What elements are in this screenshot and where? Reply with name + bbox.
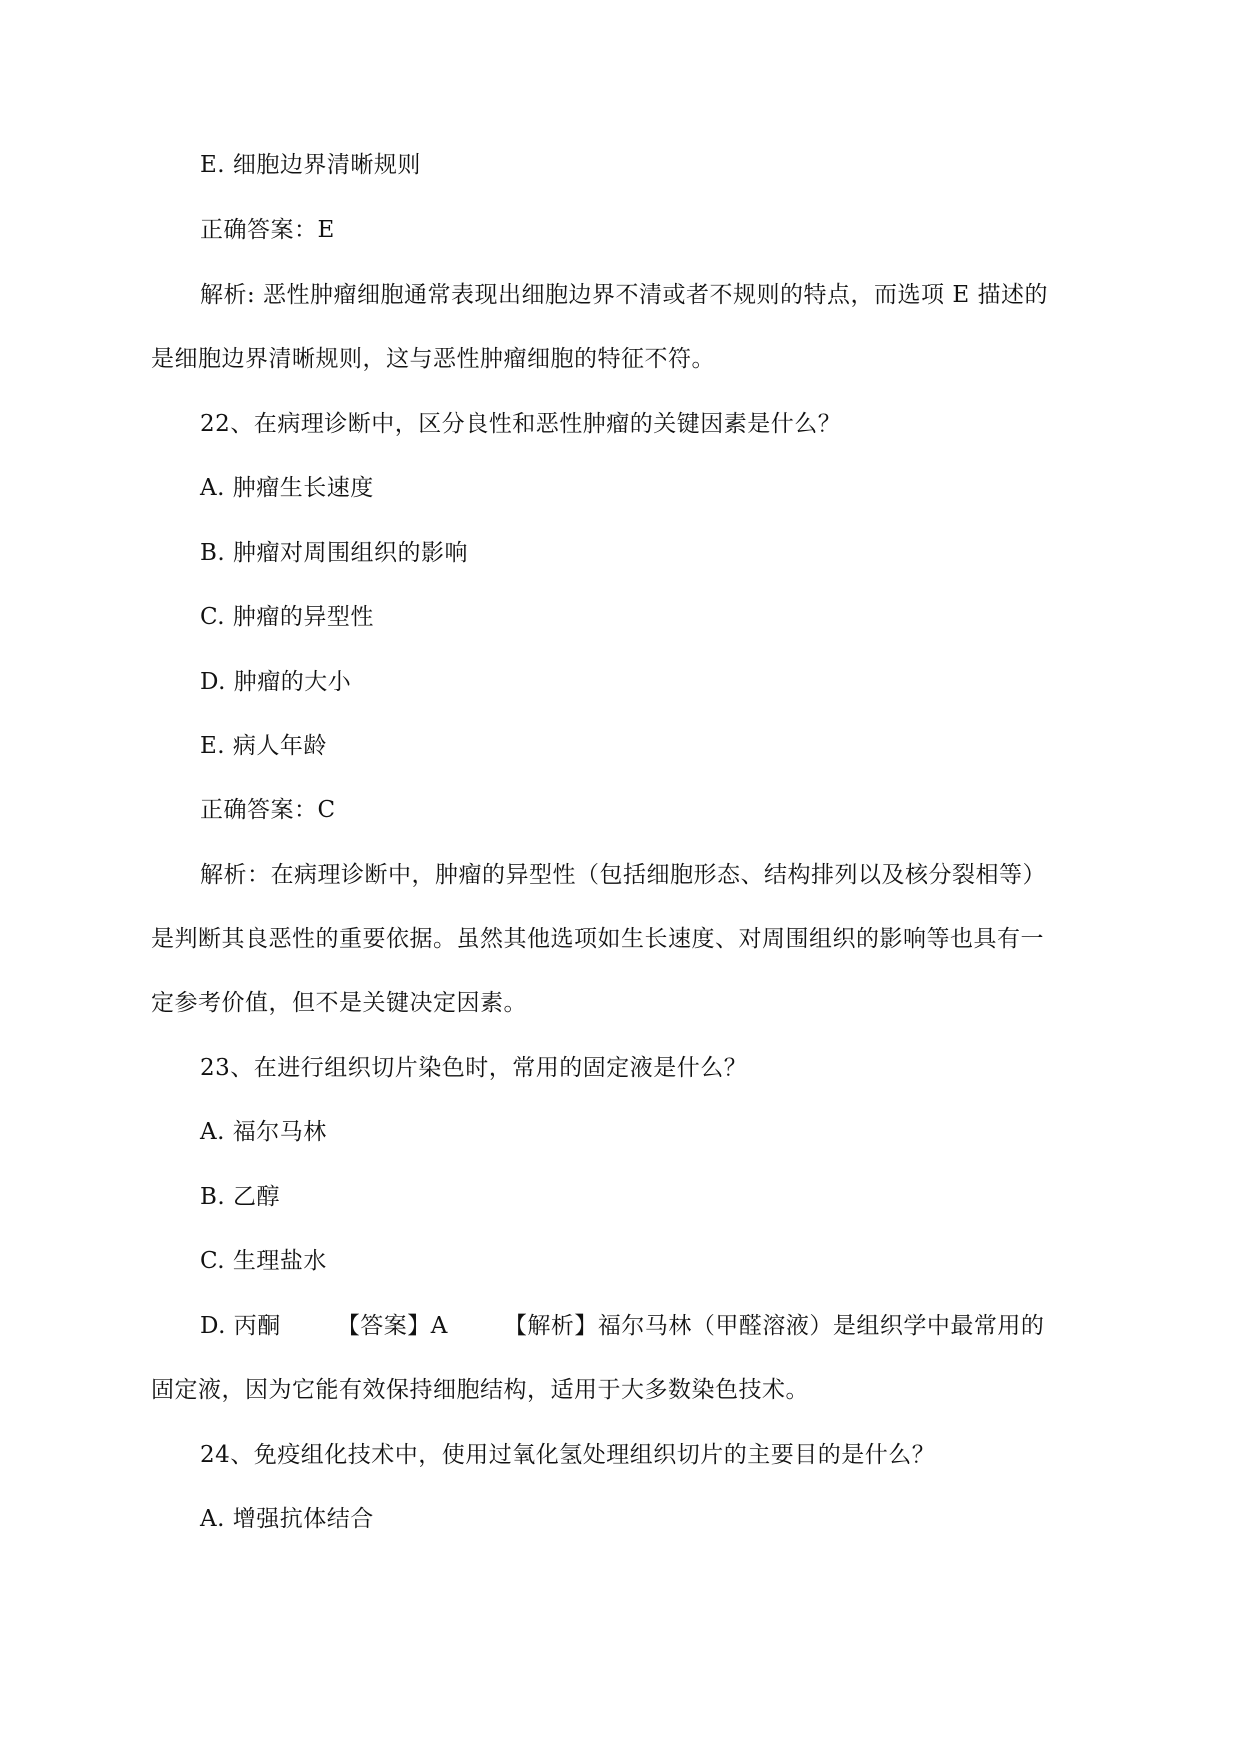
q22-correct-answer: 正确答案：C [200, 797, 336, 823]
q23-answer: 【答案】A [336, 1313, 448, 1339]
q22-question: 22、在病理诊断中，区分良性和恶性肿瘤的关键因素是什么？ [200, 411, 842, 437]
q22-option-c: C. 肿瘤的异型性 [200, 604, 374, 630]
q21-analysis-line-1: 解析: 恶性肿瘤细胞通常表现出细胞边界不清或者不规则的特点，而选项 E 描述的 [200, 282, 1048, 308]
q21-analysis-line-2: 是细胞边界清晰规则，这与恶性肿瘤细胞的特征不符。 [151, 346, 715, 372]
q21-correct-answer: 正确答案：E [200, 217, 335, 243]
q22-option-d: D. 肿瘤的大小 [200, 669, 352, 695]
q23-analysis-line-2: 固定液，因为它能有效保持细胞结构，适用于大多数染色技术。 [151, 1377, 809, 1403]
q21-option-e: E. 细胞边界清晰规则 [200, 152, 421, 178]
q22-option-a: A. 肿瘤生长速度 [200, 475, 374, 501]
q23-option-c: C. 生理盐水 [200, 1248, 327, 1274]
q22-option-e: E. 病人年龄 [200, 733, 327, 759]
q22-analysis-line-3: 定参考价值，但不是关键决定因素。 [151, 990, 527, 1016]
q23-option-a: A. 福尔马林 [200, 1119, 327, 1145]
q22-analysis-line-1: 解析：在病理诊断中，肿瘤的异型性（包括细胞形态、结构排列以及核分裂相等） [200, 862, 1046, 888]
q22-option-b: B. 肿瘤对周围组织的影响 [200, 540, 469, 566]
q23-option-d-line [200, 1311, 1044, 1341]
q23-analysis-line-1: 【解析】福尔马林（甲醛溶液）是组织学中最常用的 [503, 1313, 1045, 1339]
q24-option-a: A. 增强抗体结合 [200, 1506, 374, 1532]
q23-option-d: D. 丙酮 [200, 1313, 281, 1339]
q24-question: 24、免疫组化技术中，使用过氧化氢处理组织切片的主要目的是什么？ [200, 1442, 936, 1468]
q23-question: 23、在进行组织切片染色时，常用的固定液是什么？ [200, 1055, 748, 1081]
q22-analysis-line-2: 是判断其良恶性的重要依据。虽然其他选项如生长速度、对周围组织的影响等也具有一 [151, 926, 1044, 952]
q23-option-b: B. 乙醇 [200, 1184, 281, 1210]
